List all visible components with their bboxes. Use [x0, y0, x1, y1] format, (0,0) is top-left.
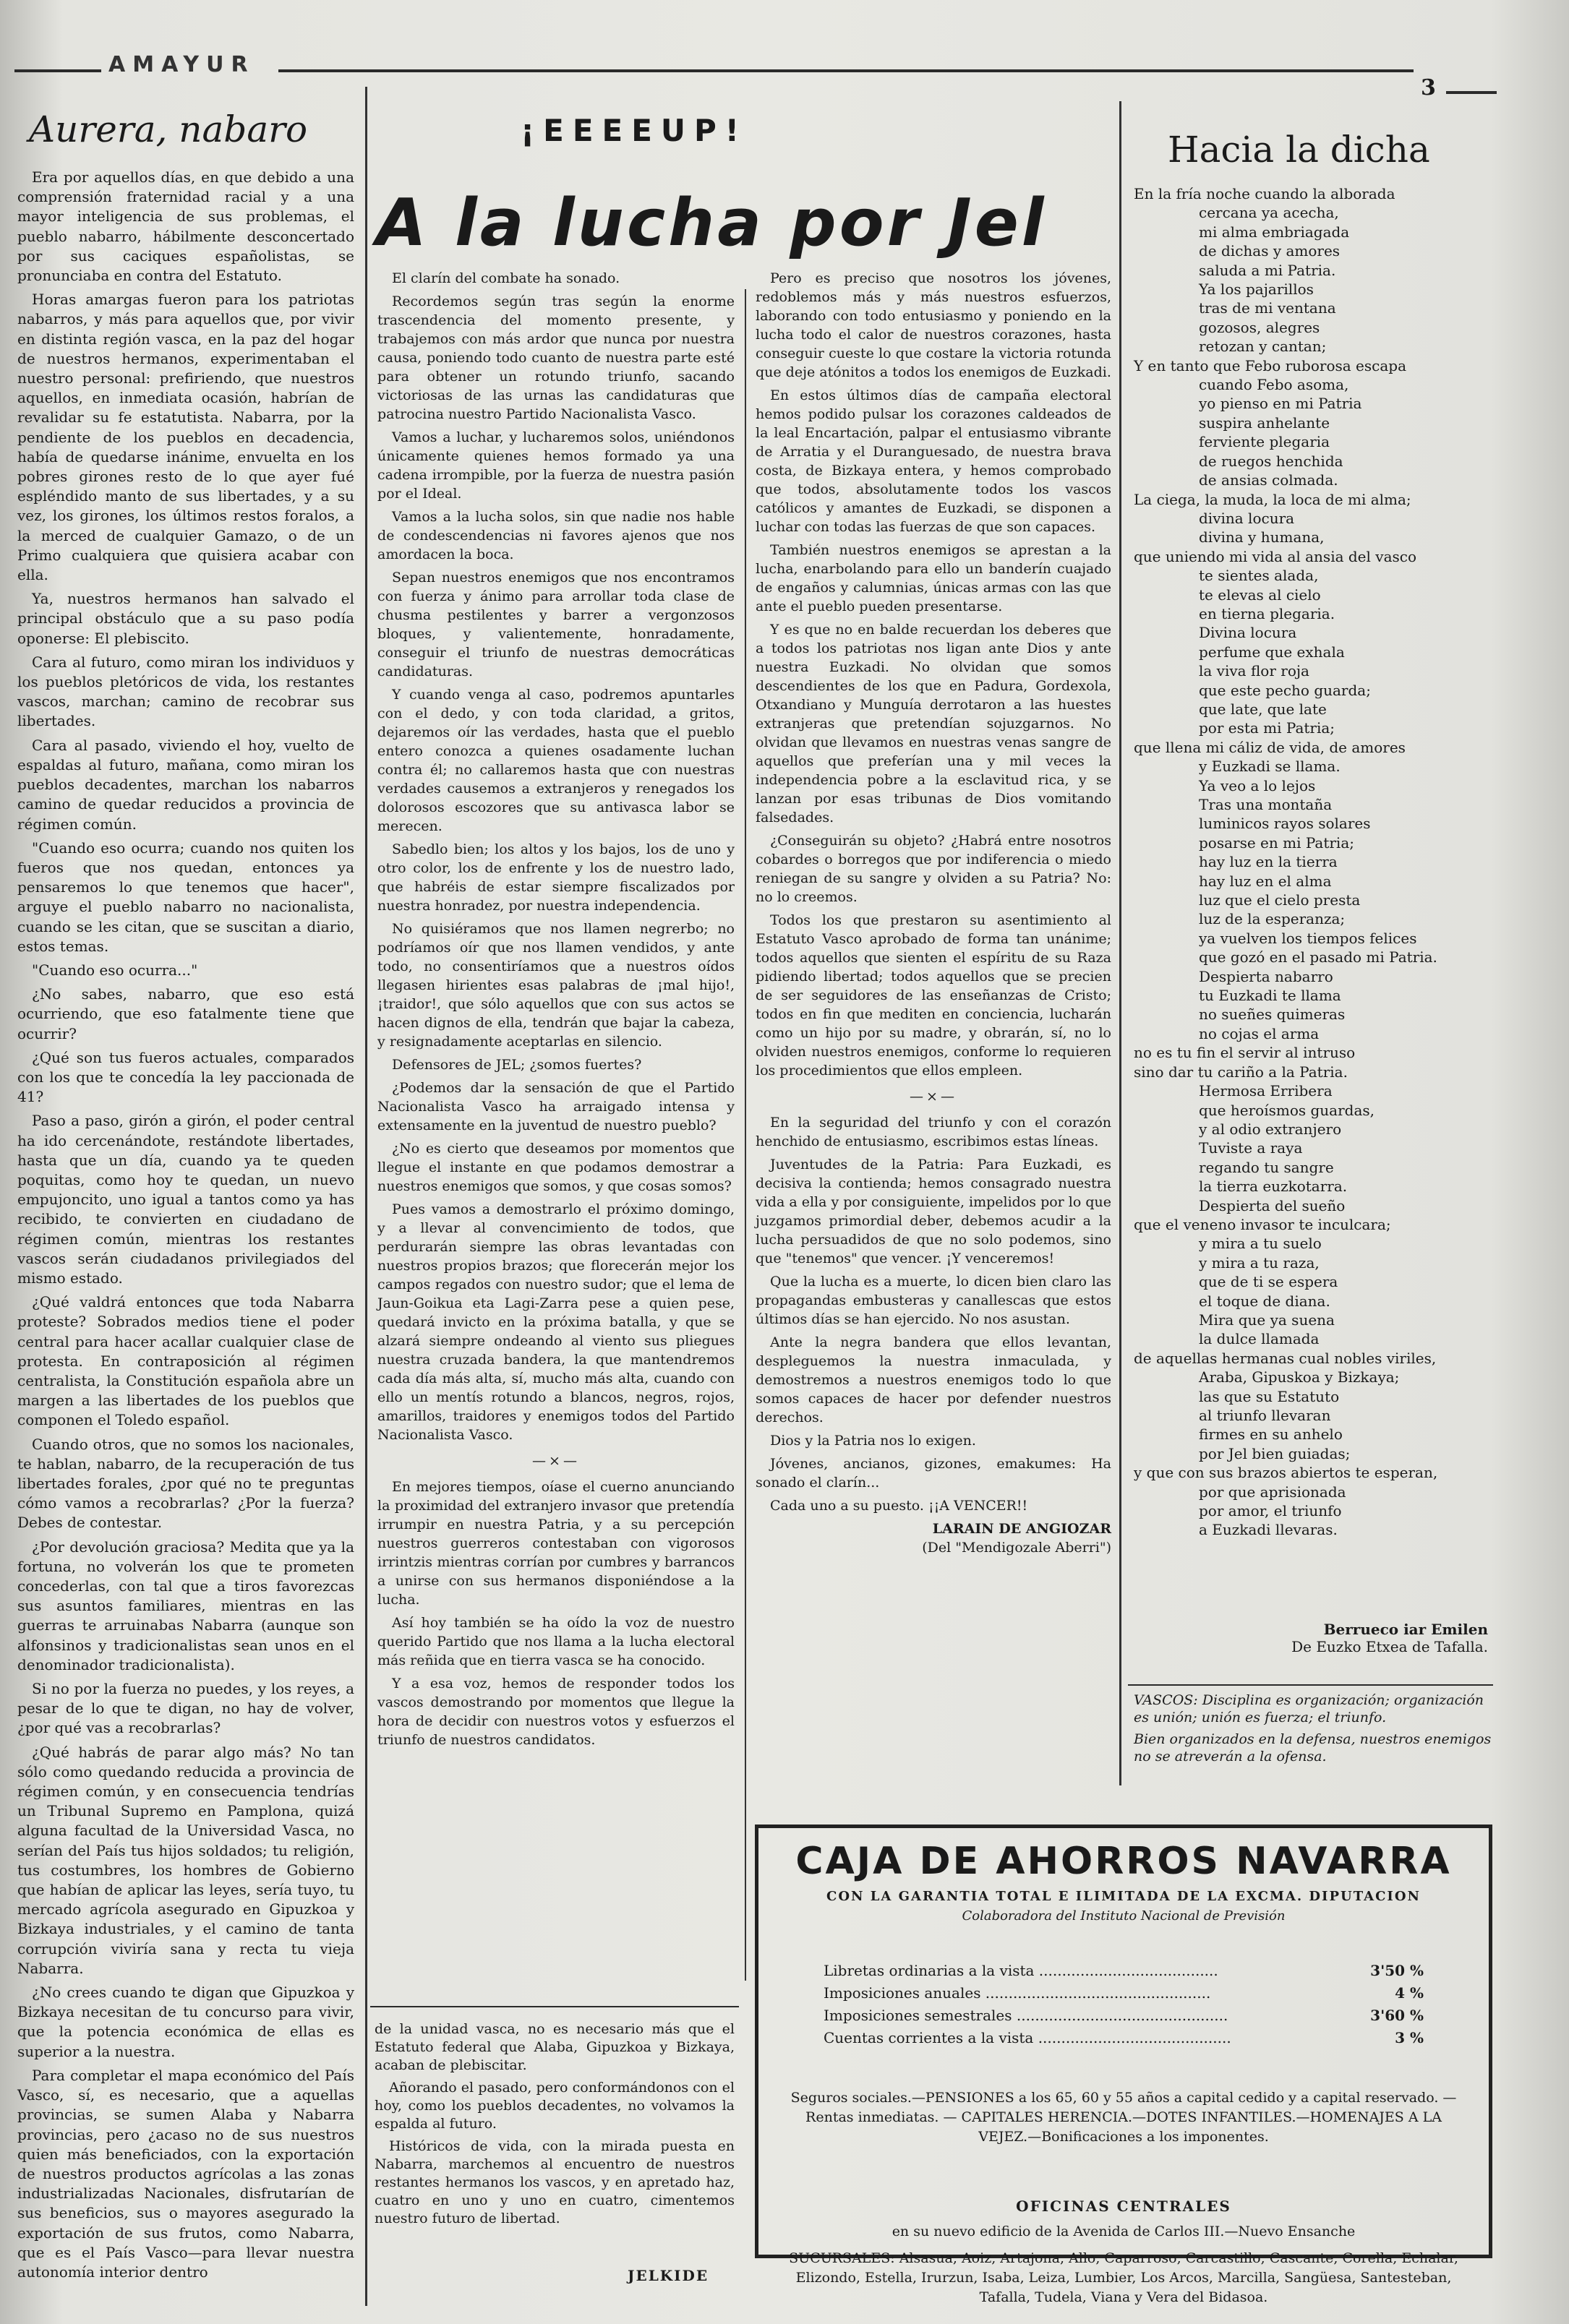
paragraph: Para completar el mapa económico del País Vasco, sí, es necesario, que a aquellas provincias, se sumen Alaba y Nabarra provincias, pero ¿acaso no de sus nuestros quien más beneficiados, con la exportación de nuestros productos agrícolas a las zonas industrializadas Nacionales, disfrutarían de sus beneficios, sus o mayores asegurado la exportación de sus frutos, como Nabarra, que es el País Vasco—para llevar nuestra autonomía interior dentro	[17, 2066, 354, 2281]
poem-line: ferviente plegaria	[1199, 433, 1330, 451]
poem-line: al triunfo llevaran	[1199, 1407, 1331, 1424]
poem-line: por amor, el triunfo	[1199, 1502, 1342, 1520]
poem-line: de aquellas hermanas cual nobles viriles,	[1134, 1349, 1437, 1367]
paragraph: Jóvenes, ancianos, gizones, emakumes: Ha sonado el clarín...	[756, 1456, 1111, 1491]
column-rule-1	[365, 87, 367, 2306]
paragraph: Dios y la Patria nos lo exigen.	[770, 1433, 976, 1449]
paragraph: ¿Qué habrás de parar algo más? No tan sólo como quedando reducida a provincia de régimen común, y en consecuencia tendrías un Tribunal Supremo en Pamplona, quizá alguna facultad de la Universidad Vasca, no serían del País tus hijos soldados; tu religión, tus costumbres, los hombres de Gobierno que habían de aplicar las leyes, sería tuyo, tu mercado agrícola asegurado en Gipuzkoa y Bizkaya industriales, y el camino de tanta corrupción viviría sana y recta tu vieja Nabarra.	[17, 1743, 354, 1977]
paragraph: Cuando otros, que no somos los nacionales, te hablan, nabarro, de la recuperación de tus libertades forales, ¿por qué no te preguntas cómo vamos a recobrarlas? ¿Por la fuerza? Debes de contestar.	[17, 1435, 354, 1532]
poem-line: luminicos rayos solares	[1199, 815, 1371, 833]
paragraph: de la unidad vasca, no es necesario más que el Estatuto federal que Alaba, Gipuzkoa y Bizkaya, acaban de plebiscitar.	[375, 2021, 735, 2073]
header-rule-end	[1446, 91, 1497, 94]
poem-line: te sientes alada,	[1199, 567, 1319, 585]
paragraph: Y es que no en balde recuerdan los deberes que a todos los patriotas nos ligan ante Dios y ante nuestra Euzkadi. No olvidan que somos descendientes de los que en Padura, Gordexola, Otxandiano y Munguía derrotaron a las huestes extranjeras que pretendían sojuzgarnos. No olvidan que llevamos en nuestras venas sangre de aquellos que preferían una y mil veces la independencia pobre a la esclavitud rica, y se lanzan por esas tribunas de Dios vomitando falsedades.	[756, 622, 1111, 826]
rate-value: 3'60 %	[1370, 2007, 1424, 2024]
paragraph: Que la lucha es a muerte, lo dicen bien claro las propagandas embusteras y canallescas que estos últimos días se han ejercido. No nos asustan.	[756, 1274, 1111, 1327]
paragraph: Pero es preciso que nosotros los jóvenes, redoblemos más y más nuestros esfuerzos, laborando con todo entusiasmo y poniendo en la lucha todo el calor de nuestros corazones, hasta conseguir cueste lo que costare la victoria rotunda que deje atónitos a todos los enemigos de Euzkadi.	[756, 270, 1111, 380]
rate-value: 4 %	[1395, 1984, 1424, 2002]
rate-row	[824, 1982, 1424, 2004]
paragraph: Ante la negra bandera que ellos levantan, despleguemos la nuestra inmaculada, y demostremos a nuestros enemigos todo lo que somos capaces de hacer por defender nuestros derechos.	[756, 1334, 1111, 1425]
paragraph: Añorando el pasado, pero conformándonos con el hoy, como los pueblos decadentes, no volvamos la espalda al futuro.	[375, 2080, 735, 2132]
paragraph: Todos los que prestaron su asentimiento al Estatuto Vasco aprobado de forma tan unánime; todos aquellos que sienten el espíritu de su Raza pidiendo libertad; todos aquellos que se precien de ser seguidores de las enseñanzas de Cristo; todos en fin que mediten en conciencia, lucharán como un hijo por su madre, y obrarán, sí, no lo olviden nuestros enemigos, conforme lo requieren los procedimientos que ellos empleen.	[756, 912, 1111, 1079]
poem-signature	[1134, 1621, 1488, 1655]
right-section-rule	[1128, 1684, 1493, 1686]
poem-line: Despierta del sueño	[1199, 1196, 1346, 1214]
ad-rates-table	[824, 1960, 1424, 2049]
poem-line: de ruegos henchida	[1199, 452, 1343, 470]
ad-branches: SUCURSALES: Alsasua, Aoiz, Artajona, Allo, Caparroso, Carcastillo, Cascante, Corella, Echalar, Elizondo, Estella, Irurzun, Isaba, Leiza, Lumbier, Los Arcos, Marcilla, Sangüesa, Santesteban, Tafalla, Tudela, Viana y Vera del Bidasoa.	[789, 2250, 1458, 2305]
poem-line: luz de la esperanza;	[1199, 910, 1346, 928]
column-rule-3	[745, 289, 746, 1981]
poem-line: que late, que late	[1199, 700, 1327, 718]
paragraph: En estos últimos días de campaña electoral hemos podido pulsar los corazones caldeados de la leal Encartación, palpar el entusiasmo vibrante de Arratia y el Duranguesado, de nuestra brava costa, de Bizkaya entera, y hemos comprobado que todos, absolutamente todos los vascos católicos y amantes de Euzkadi, se disponen a luchar con todas las fuerzas de que son capaces.	[756, 387, 1111, 535]
poem-line: que gozó en el pasado mi Patria.	[1199, 948, 1437, 966]
poem-line: y que con sus brazos abiertos te esperan,	[1134, 1464, 1438, 1482]
lower-section-rule	[370, 2006, 739, 2007]
poem-line: Ya veo a lo lejos	[1199, 776, 1316, 794]
rate-label: Imposiciones semestrales ..............................................	[824, 2007, 1228, 2024]
poem-line: a Euzkadi llevaras.	[1199, 1521, 1338, 1539]
poem-line: Tuviste a raya	[1199, 1139, 1303, 1157]
poem-line: mi alma embriagada	[1199, 223, 1350, 241]
poem-line: por que aprisionada	[1199, 1483, 1346, 1501]
paragraph: Ya, nuestros hermanos han salvado el principal obstáculo que a su paso podía oponerse: El plebiscito.	[17, 590, 354, 647]
poem-line: Araba, Gipuskoa y Bizkaya;	[1199, 1368, 1400, 1386]
poem-line: tu Euzkadi te llama	[1199, 987, 1341, 1005]
column-left	[17, 168, 354, 2286]
rate-label: Cuentas corrientes a la vista ..........................................	[824, 2029, 1231, 2046]
paragraph: Vamos a la lucha solos, sin que nadie nos hable de condescendencias ni favores ajenos que nos amordacen la boca.	[377, 509, 735, 562]
poem-line: cuando Febo asoma,	[1199, 376, 1349, 394]
poem-line: que uniendo mi vida al ansia del vasco	[1134, 547, 1416, 565]
paragraph: ¿Podemos dar la sensación de que el Partido Nacionalista Vasco ha arraigado intensa y extensamente en la juventud de nuestro pueblo?	[377, 1080, 735, 1133]
kicker-eeeup: ¡EEEEUP!	[521, 113, 748, 148]
column-center-lower	[375, 2020, 735, 2232]
rate-row	[824, 1960, 1424, 1982]
poem-line: tras de mi ventana	[1199, 299, 1336, 317]
poem-line: Tras una montaña	[1199, 796, 1333, 813]
paragraph: Cara al futuro, como miran los individuos y los pueblos pletóricos de vida, los restantes vascos, marchan; camino de recobrar sus libertades.	[17, 653, 354, 730]
paragraph: Y a esa voz, hemos de responder todos los vascos demostrando por momentos que llegue la hora de decidir con nuestros votos y esfuerzos el triunfo de nuestros candidatos.	[377, 1676, 735, 1748]
rate-row	[824, 2027, 1424, 2049]
paragraph: Sabedlo bien; los altos y los bajos, los de uno y otro color, los de enfrente y los de nuestro lado, que habréis de estar siempre fiscalizados por nuestra honradez, por nuestra independencia.	[377, 841, 735, 914]
paragraph: Vamos a luchar, y lucharemos solos, uniéndonos únicamente quienes hemos formado ya una cadena irrompible, por la fuerza de nuestra pasión por el Ideal.	[377, 429, 735, 502]
poem-line: no cojas el arma	[1199, 1024, 1320, 1042]
rate-value: 3 %	[1395, 2029, 1424, 2046]
paragraph: Defensores de JEL; ¿somos fuertes?	[392, 1057, 642, 1073]
poem-line: que de ti se espera	[1199, 1273, 1338, 1291]
paragraph: Cara al pasado, viviendo el hoy, vuelto de espaldas al futuro, mañana, como miran los pueblos decadentes, marchan los nabarros camino de quedar reducidos a provincia de régimen común.	[17, 736, 354, 833]
poem-line: posarse en mi Patria;	[1199, 833, 1354, 852]
poem-line: perfume que exhala	[1199, 643, 1345, 661]
paragraph: Pues vamos a demostrarlo el próximo domingo, y a llevar al convencimiento de todos, que perdurarán siempre las obras levantadas con nuestros propios brazos; que florecerán mejor los campos regados con nuestro sudor; que el lema de Jaun-Goikua eta Lagi-Zarra pese a quien pese, quedará invicto en la próxima batalla, y que se alzará siempre ondeando al viento sus pliegues nuestra cruzada bandera, la que mantendremos cada día más alta, sí, mucho más alta, cuando con ello un mentís rotundo a blancos, negros, rojos, amarillos, traidores y enemigos todos del Partido Nacionalista Vasco.	[377, 1201, 735, 1443]
poem-author: Berrueco iar Emilen	[1323, 1621, 1488, 1638]
poem-line: la tierra euzkotarra.	[1199, 1178, 1348, 1196]
rate-label: Imposiciones anuales .................................................	[824, 1984, 1211, 2002]
poem-line: suspira anhelante	[1199, 413, 1330, 432]
poem-line: luz que el cielo presta	[1199, 891, 1361, 909]
section-separator: —×—	[910, 1089, 957, 1105]
poem-line: sino dar tu cariño a la Patria.	[1134, 1063, 1348, 1081]
ad-subtitle: CON LA GARANTIA TOTAL E ILIMITADA DE LA EXCMA. DIPUTACION	[826, 1889, 1421, 1904]
poem-line: de ansias colmada.	[1199, 471, 1338, 489]
poem-line: gozosos, alegres	[1199, 318, 1320, 336]
paragraph: También nuestros enemigos se aprestan a la lucha, enarbolando para ello un banderín cuajado de engaños y calumnias, únicas armas con las que ante el pueblo pueden presentarse.	[756, 542, 1111, 614]
poem-line: yo pienso en mi Patria	[1199, 395, 1362, 413]
poem-line: hay luz en el alma	[1199, 872, 1332, 890]
poem-line: la dulce llamada	[1199, 1330, 1320, 1348]
poem-line: Mira que ya suena	[1199, 1311, 1335, 1329]
ad-subtitle-2: Colaboradora del Instituto Nacional de Previsión	[962, 1908, 1286, 1924]
paragraph: "Cuando eso ocurra..."	[32, 961, 198, 979]
poem-line: ya vuelven los tiempos felices	[1199, 929, 1417, 947]
vascos-slogan	[1134, 1691, 1495, 1765]
poem-line: y Euzkadi se llama.	[1199, 758, 1341, 776]
poem-line: La ciega, la muda, la loca de mi alma;	[1134, 490, 1411, 508]
masthead: AMAYUR	[108, 52, 255, 77]
poem-line: Despierta nabarro	[1199, 967, 1333, 985]
paragraph: Era por aquellos días, en que debido a una comprensión fraternidad racial y a una mayor inteligencia de sus problemas, el pueblo nabarro, hábilmente desconcertado por sus caciques españolistas, se pronunciaba en contra del Estatuto.	[17, 168, 354, 285]
header-rule-right	[278, 69, 1414, 72]
ad-offices-address: en su nuevo edificio de la Avenida de Carlos III.—Nuevo Ensanche	[892, 2224, 1356, 2239]
paragraph: En mejores tiempos, oíase el cuerno anunciando la proximidad del extranjero invasor que pretendía irrumpir en nuestra Patria, y a su percepción nuestros guerreros contestaban con vigorosos irrintzis mientras corrían por cumbres y barrancos a unirse con sus hermanos disponiéndose a la lucha.	[377, 1479, 735, 1608]
paragraph: ¿Conseguirán su objeto? ¿Habrá entre nosotros cobardes o borregos que por indiferencia o miedo reniegan de su sangre y olviden a su Patria? No: no lo creemos.	[756, 833, 1111, 905]
rate-row	[824, 2004, 1424, 2027]
poem-line: firmes en su anhelo	[1199, 1425, 1343, 1444]
poem-line: no sueñes quimeras	[1199, 1006, 1346, 1024]
poem-line: de dichas y amores	[1199, 242, 1341, 260]
article-title-dicha: Hacia la dicha	[1168, 129, 1430, 171]
rate-label: Libretas ordinarias a la vista .......................................	[824, 1962, 1218, 1979]
paragraph: Así hoy también se ha oído la voz de nuestro querido Partido que nos llama a la lucha electoral más reñida que en tierra vasca se ha conocido.	[377, 1615, 735, 1668]
header-rule-left	[14, 69, 101, 72]
poem-line: las que su Estatuto	[1199, 1387, 1340, 1405]
poem-line: te elevas al cielo	[1199, 586, 1321, 604]
poem-line: el toque de diana.	[1199, 1292, 1330, 1310]
ad-title: CAJA DE AHORROS NAVARRA	[795, 1840, 1452, 1883]
poem-line: Ya los pajarillos	[1199, 280, 1314, 299]
poem-line: que este pecho guarda;	[1199, 681, 1371, 699]
paragraph: El clarín del combate ha sonado.	[392, 270, 620, 286]
poem-line: que el veneno invasor te inculcara;	[1134, 1215, 1391, 1233]
poem-line: divina locura	[1199, 509, 1295, 527]
poem-line: En la fría noche cuando la alborada	[1134, 185, 1395, 202]
poem	[1134, 184, 1495, 1540]
author-signature-source: (Del "Mendigozale Aberri")	[922, 1540, 1111, 1556]
article-signature-jelkide: JELKIDE	[628, 2267, 709, 2284]
paragraph: Recordemos según tras según la enorme trascendencia del momento presente, y trabajemos con más ardor que nunca por nuestra causa, poniendo todo cuanto de nuestra parte esté para obtener un rotundo triunfo, sacando victoriosas de las urnas las candidaturas que patrocina nuestro Partido Nacionalista Vasco.	[377, 293, 735, 422]
paragraph: Horas amargas fueron para los patriotas nabarros, y más para aquellos que, por vivir en distinta región vasca, en la paz del hogar de nuestros hermanos, experimentaban el nuestro personal: prefiriendo, que nuestros aquellos, en inmediata ocasión, habrían de revalidar su fe estatutista. Nabarra, por la pendiente de los pueblos en decadencia, había de quedarse inánime, envuelta en los pobres girones resto de lo que ayer fué espléndido manto de sus libertades, y a su vez, los girones, los últimos restos foralos, a la merced de cualquier Gamazo, o de un Primo cualquiera que quisiera acabar con ella.	[17, 291, 354, 584]
column-center-1	[377, 269, 735, 1754]
vascos-line-1: VASCOS: Disciplina es organización; organización es unión; unión es fuerza; el triunfo.	[1134, 1692, 1484, 1725]
poem-line: Hermosa Erribera	[1199, 1082, 1333, 1100]
paragraph: Sepan nuestros enemigos que nos encontramos con fuerza y ánimo para arrollar toda clase de chusma pestilentes y barrer a vergonzosos bloques, y valientemente, honradamente, conseguir el triunfo de nuestras democráticas candidaturas.	[377, 570, 735, 679]
paragraph: ¿No es cierto que deseamos por momentos que llegue el instante en que podamos demostrar a nuestros enemigos que somos, y que cosas somos?	[377, 1141, 735, 1194]
paragraph: Paso a paso, girón a girón, el poder central ha ido cercenándote, restándote libertades, hasta que un día, cuando ya te queden poquitas, como hoy te quedan, un nuevo empujoncito, uno igual a tantos como ya has recibido, te convierten en ciudadano de régimen común, mientras los restantes vascos serán ciudadanos privilegiados del mismo estado.	[17, 1112, 354, 1287]
poem-line: divina y humana,	[1199, 528, 1325, 546]
paragraph: ¿Por devolución graciosa? Medita que ya la fortuna, no volverán los que te prometen concederlas, con tal que a tiros favorezcas sus asuntos familiares, mientras en las guerras te arruinabas Nabarra (aunque son alfonsinos y tradicionalistas sean unos en el denominador tradicionalista).	[17, 1538, 354, 1673]
section-separator: —×—	[532, 1453, 580, 1469]
poem-line: retozan y cantan;	[1199, 338, 1327, 356]
ad-offices-title: OFICINAS CENTRALES	[1016, 2197, 1231, 2215]
poem-line: Divina locura	[1199, 624, 1297, 642]
poem-author-origin: De Euzko Etxea de Tafalla.	[1291, 1638, 1488, 1655]
vascos-line-2: Bien organizados en la defensa, nuestros enemigos no se atreverán a la ofensa.	[1134, 1731, 1492, 1765]
paragraph: ¿No sabes, nabarro, que eso está ocurriendo, que eso fatalmente tiene que ocurrir?	[17, 985, 354, 1042]
poem-line: Y en tanto que Febo ruborosa escapa	[1134, 356, 1406, 374]
paragraph: En la seguridad del triunfo y con el corazón henchido de entusiasmo, escribimos estas líneas.	[756, 1115, 1111, 1149]
poem-line: que heroísmos guardas,	[1199, 1101, 1375, 1119]
poem-line: que llena mi cáliz de vida, de amores	[1134, 738, 1406, 756]
poem-line: en tierna plegaria.	[1199, 604, 1335, 622]
poem-line: por esta mi Patria;	[1199, 719, 1335, 737]
paragraph: "Cuando eso ocurra; cuando nos quiten los fueros que nos quedan, entonces ya pensaremos lo que tenemos que hacer", arguye el pueblo nabarro no nacionalista, cuando se les citan, que se suscitan a diario, estos temas.	[17, 839, 354, 955]
paragraph: Históricos de vida, con la mirada puesta en Nabarra, marchemos al encuentro de nuestros restantes hermanos los vascos, y en apretado haz, cuatro en uno y uno en cuatro, cimentemos nuestro futuro de libertad.	[375, 2138, 735, 2226]
poem-line: y mira a tu raza,	[1199, 1253, 1320, 1272]
poem-line: hay luz en la tierra	[1199, 853, 1338, 871]
paragraph: Juventudes de la Patria: Para Euzkadi, es decisiva la contienda; hemos consagrado nuestra vida a ella y por consiguiente, impelidos por lo que juzgamos primordial deber, debemos acudir a la lucha persuadidos de que no solo podemos, sino que "tenemos" que vencer. ¡Y venceremos!	[756, 1157, 1111, 1266]
article-title-lucha: A la lucha por Jel	[376, 185, 1047, 261]
rate-value: 3'50 %	[1370, 1962, 1424, 1979]
poem-line: regando tu sangre	[1199, 1158, 1334, 1176]
poem-line: por Jel bien guiadas;	[1199, 1444, 1351, 1462]
paragraph: ¿No crees cuando te digan que Gipuzkoa y Bizkaya necesitan de tu concurso para vivir, que la potencia económica de ellas es superior a la nuestra.	[17, 1984, 354, 2060]
article-title-aurera: Aurera, nabaro	[29, 108, 308, 150]
column-center-2	[756, 269, 1111, 1557]
advertisement-caja-ahorros	[755, 1825, 1492, 2305]
page-number: 3	[1421, 75, 1436, 100]
paragraph: ¿Qué valdrá entonces que toda Nabarra proteste? Sobrados medios tiene el poder central para hacer acallar cualquier clase de protesta. En contraposición al régimen centralista, la Constitución española abre un margen a las libertades de los pueblos que componen el Toledo español.	[17, 1293, 354, 1429]
author-signature: LARAIN DE ANGIOZAR	[932, 1521, 1111, 1537]
paragraph: Cada uno a su puesto. ¡¡A VENCER!!	[770, 1498, 1028, 1514]
paragraph: ¿Qué son tus fueros actuales, comparados con los que te concedía la ley paccionada de 41?	[17, 1048, 354, 1106]
poem-line: saluda a mi Patria.	[1199, 261, 1336, 279]
column-rule-2	[1119, 101, 1121, 1785]
poem-line: la viva flor roja	[1199, 662, 1309, 680]
poem-line: y mira a tu suelo	[1199, 1235, 1322, 1253]
poem-line: y al odio extranjero	[1199, 1120, 1342, 1138]
poem-line: cercana ya acecha,	[1199, 204, 1339, 222]
poem-line: no es tu fin el servir al intruso	[1134, 1044, 1356, 1062]
ad-services-text: Seguros sociales.—PENSIONES a los 65, 60 y 55 años a capital cedido y a capital reservado. —Rentas inmediatas. — CAPITALES HERENCIA.—DOTES INFANTILES.—HOMENAJES A LA VEJEZ.—Bonificaciones a los imponentes.	[790, 2090, 1457, 2145]
paragraph: Y cuando venga al caso, podremos apuntarles con el dedo, y con toda claridad, a gritos, dejaremos oír las verdades, hasta que el pueblo entero conozca a quienes osadamente luchan contra él; no callaremos hasta que con nuestras verdades causemos a extranjeros y renegados los dolorosos escozores que su antivasca labor se merecen.	[377, 687, 735, 834]
paragraph: No quisiéramos que nos llamen negrerbo; no podríamos oír que nos llamen vendidos, y ante todo, no consentiríamos que a nuestros oídos llegasen hirientes esas palabras de ¡mal hijo!, ¡traidor!, que sólo aquellos que con sus actos se hacen dignos de ella, tendrán que bajar la cabeza, y resignadamente aceptarlas en silencio.	[377, 921, 735, 1050]
paragraph: Si no por la fuerza no puedes, y los reyes, a pesar de lo que te digan, no hay de volver, ¿por qué vas a recobrarlas?	[17, 1680, 354, 1737]
